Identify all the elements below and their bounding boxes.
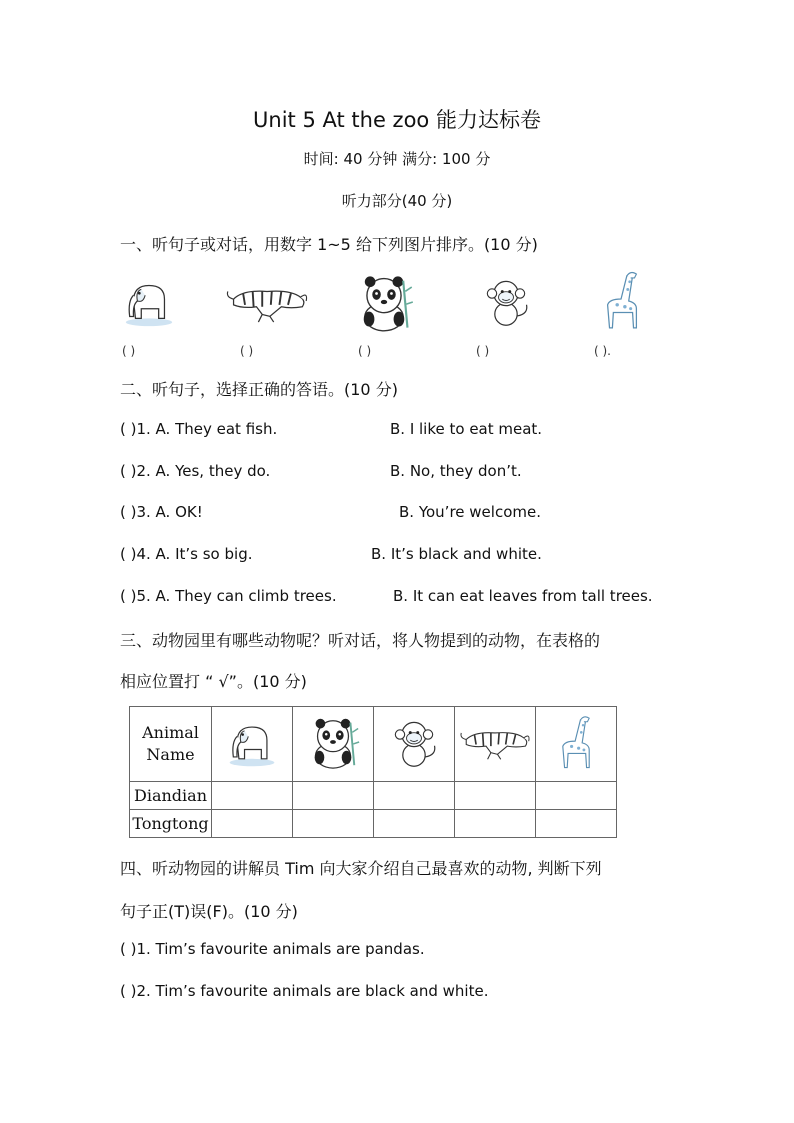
check-cell[interactable]	[374, 782, 455, 810]
section4-heading-cont: 句子正(T)误(F)。(10 分)	[120, 902, 298, 921]
tf-item-2: ( )2. Tim’s favourite animals are black and white.	[120, 982, 489, 1000]
check-cell[interactable]	[374, 810, 455, 838]
check-cell[interactable]	[455, 810, 536, 838]
exam-meta: 时间: 40 分钟 满分: 100 分	[303, 150, 491, 168]
listening-header: 听力部分(40 分)	[341, 192, 453, 210]
table-header-animal: Animal	[142, 723, 199, 742]
check-cell[interactable]	[455, 782, 536, 810]
page-title: Unit 5 At the zoo 能力达标卷	[253, 108, 541, 132]
row-label: Tongtong	[130, 810, 212, 838]
section3-heading: 三、动物园里有哪些动物呢？听对话，将人物提到的动物，在表格的	[120, 631, 601, 650]
question-2-option-a: ( )2. A. Yes, they do.	[120, 462, 271, 480]
table-header-cell	[130, 707, 212, 782]
question-4-option-b: B. It’s black and white.	[371, 545, 542, 563]
question-3-option-b: B. You’re welcome.	[399, 503, 541, 521]
elephant-icon	[120, 270, 178, 332]
check-cell[interactable]	[536, 810, 617, 838]
check-cell[interactable]	[293, 810, 374, 838]
monkey-icon	[478, 270, 534, 332]
question-4-option-a: ( )4. A. It’s so big.	[120, 545, 253, 563]
check-cell[interactable]	[212, 782, 293, 810]
answer-blank[interactable]: ( ).	[594, 344, 611, 358]
check-cell[interactable]	[212, 810, 293, 838]
table-animal-cell	[293, 707, 374, 782]
panda-icon	[352, 270, 416, 334]
check-cell[interactable]	[536, 782, 617, 810]
answer-blank[interactable]: ( )	[122, 344, 136, 358]
question-1-option-b: B. I like to eat meat.	[390, 420, 543, 438]
question-3-option-a: ( )3. A. OK!	[120, 503, 203, 521]
question-1-option-a: ( )1. A. They eat fish.	[120, 420, 278, 438]
giraffe-icon	[554, 711, 598, 773]
tiger-icon	[224, 278, 310, 326]
section3-heading-cont: 相应位置打 “ √”。(10 分)	[120, 672, 307, 691]
table-animal-cell	[374, 707, 455, 782]
table-header-name: Name	[146, 745, 195, 764]
question-5-option-a: ( )5. A. They can climb trees.	[120, 587, 337, 605]
giraffe-icon	[598, 266, 646, 334]
section2-heading: 二、听句子，选择正确的答语。(10 分)	[120, 380, 398, 399]
section1-heading: 一、听句子或对话，用数字 1~5 给下列图片排序。(10 分)	[120, 235, 538, 254]
answer-blank[interactable]: ( )	[240, 344, 254, 358]
section4-heading: 四、听动物园的讲解员 Tim 向大家介绍自己最喜欢的动物, 判断下列	[120, 859, 602, 878]
table-animal-cell	[212, 707, 293, 782]
animal-table	[129, 706, 617, 838]
tf-item-1: ( )1. Tim’s favourite animals are pandas.	[120, 940, 425, 958]
table-animal-cell	[536, 707, 617, 782]
table-row	[130, 810, 617, 838]
monkey-icon	[386, 711, 442, 773]
question-5-option-b: B. It can eat leaves from tall trees.	[393, 587, 653, 605]
elephant-icon	[224, 711, 280, 773]
check-cell[interactable]	[293, 782, 374, 810]
table-row	[130, 782, 617, 810]
answer-blank[interactable]: ( )	[476, 344, 490, 358]
panda-icon	[304, 711, 362, 773]
tiger-icon	[458, 720, 532, 764]
question-2-option-b: B. No, they don’t.	[390, 462, 522, 480]
row-label: Diandian	[130, 782, 212, 810]
table-animal-cell	[455, 707, 536, 782]
answer-blank[interactable]: ( )	[358, 344, 372, 358]
